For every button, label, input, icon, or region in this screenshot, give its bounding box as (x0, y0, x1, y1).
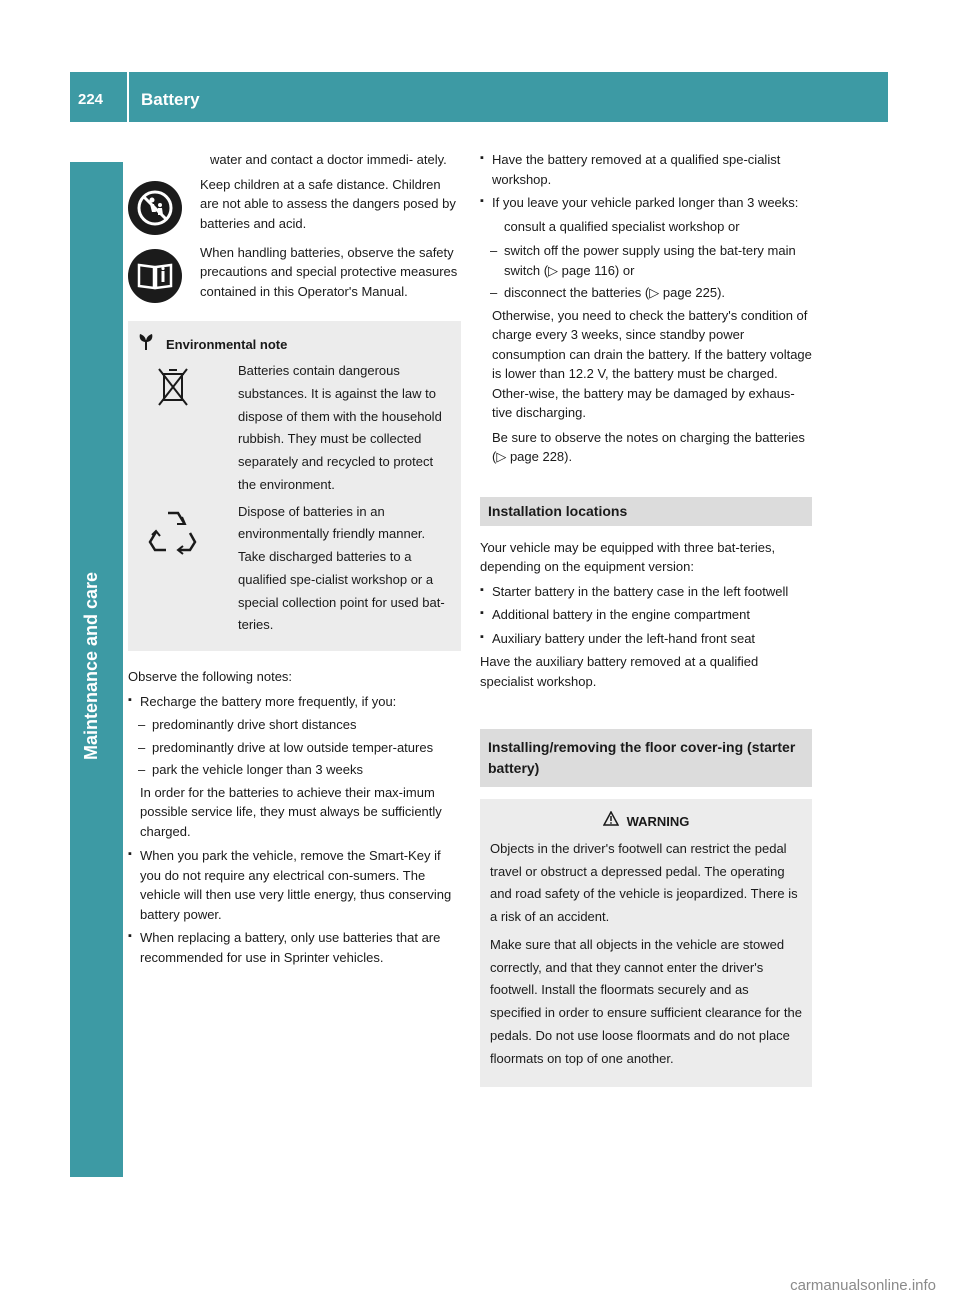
warning-triangle-icon (603, 811, 619, 834)
children-warning-row (128, 175, 461, 235)
footer-watermark: carmanualsonline.info (790, 1276, 936, 1294)
operator-manual-icon (128, 249, 182, 303)
page-title: Battery (141, 90, 200, 109)
bullet-starter-battery: ▪ Starter battery in the battery case in the left footwell (480, 582, 812, 602)
bullet-battery-removal: ▪ Have the battery removed at a qualified spe-cialist workshop. (480, 150, 812, 189)
warning-box (480, 799, 812, 1087)
intro-continuation: water and contact a doctor immedi- ately. (210, 152, 447, 167)
auxiliary-removal-note: Have the auxiliary battery removed at a qualified specialist workshop. (480, 654, 759, 689)
children-warning-text: Keep children at a safe distance. Children are not able to assess the dangers posed by batteries and acid. (200, 176, 456, 231)
environmental-note-label: Environmental note (166, 336, 288, 352)
env-item-recycling (138, 501, 451, 638)
bullet-recharge-followup: In order for the batteries to achieve their max-imum possible service life, they must always be sufficiently charged. (140, 784, 442, 839)
leaf-icon (138, 333, 154, 357)
dash-low-temperatures: – predominantly drive at low outside temper-atures (128, 738, 461, 758)
bullet-replace-battery: ▪ When replacing a battery, only use batteries that are recommended for use in Sprinter vehicles. (128, 928, 461, 967)
installation-intro: Your vehicle may be equipped with three bat-teries, depending on the equipment version: (480, 539, 776, 574)
manual-note-row (128, 243, 461, 303)
manual-note-text: When handling batteries, observe the safety precautions and special protective measures contained in this Operator's Manual. (200, 244, 458, 299)
observe-intro: Observe the following notes: (128, 669, 293, 684)
right-column (480, 150, 812, 1087)
bullet-parked-long: ▪ If you leave your vehicle parked longer than 3 weeks: (480, 193, 812, 213)
bullet-recharge: ▪ Recharge the battery more frequently, if you: (128, 692, 461, 712)
bullet-additional-battery: ▪ Additional battery in the engine compartment (480, 605, 812, 625)
dash-park-long: – park the vehicle longer than 3 weeks (128, 760, 461, 780)
env-item-disposal (138, 360, 451, 497)
page-number: 224 (78, 91, 104, 108)
recycle-icon (138, 501, 208, 557)
environmental-note-box (128, 321, 461, 652)
env-item-disposal-text: Batteries contain dangerous substances. It is against the law to dispose of them with the household rubbish. They must be collected separately and recycled to protect the environment. (238, 363, 442, 492)
dash-disconnect-batteries: – disconnect the batteries (▷ page 225). (480, 283, 812, 303)
dash-switch-off-power: – switch off the power supply using the bat-tery main switch (▷ page 116) or (480, 241, 812, 280)
warning-label: WARNING (626, 814, 690, 829)
floor-covering-heading: Installing/removing the floor cover-ing (starter battery) (480, 729, 812, 787)
warning-title (490, 811, 802, 834)
crossed-out-bin-icon (138, 360, 208, 408)
charge-check-paragraph: Otherwise, you need to check the battery's condition of charge every 3 weeks, since standby power consumption can drain the battery. If the battery voltage is lower than 12.2 V, the battery must be charged. Other-wise, the battery may be damaged by exhaus-tive discharging. (492, 307, 812, 420)
dash-short-distances: – predominantly drive short distances (128, 715, 461, 735)
env-item-recycling-text: Dispose of batteries in an environmentally friendly manner. Take discharged batteries to a qualified spe-cialist workshop or a special collection point for used bat-teries. (238, 503, 445, 633)
charging-notes-paragraph: Be sure to observe the notes on charging the batteries (▷ page 228). (492, 429, 805, 464)
consult-workshop: consult a qualified specialist workshop or (504, 218, 740, 234)
left-column (128, 150, 461, 971)
keep-children-away-icon (128, 181, 182, 235)
bullet-auxiliary-battery: ▪ Auxiliary battery under the left-hand front seat (480, 629, 812, 649)
installation-locations-heading: Installation locations (480, 497, 812, 526)
header-divider (127, 72, 129, 122)
warning-paragraph-2: Make sure that all objects in the vehicle are stowed correctly, and that they cannot enter the driver's footwell. Install the floormats securely and as specified in order to ensure sufficient clearance for the pedals. Do not use loose floormats and do not place floormats on top of one another. (490, 936, 802, 1066)
bullet-remove-smartkey: ▪ When you park the vehicle, remove the Smart-Key if you do not require any electrical con-sumers. The vehicle will then use very little energy, thus conserving battery power. (128, 846, 461, 924)
side-tab-label: Maintenance and care (81, 571, 101, 760)
environmental-note-title (138, 333, 451, 357)
warning-paragraph-1: Objects in the driver's footwell can restrict the pedal travel or obstruct a depressed pedal. The operating and road safety of the vehicle is jeopardized. There is a risk of an accident. (490, 840, 798, 924)
